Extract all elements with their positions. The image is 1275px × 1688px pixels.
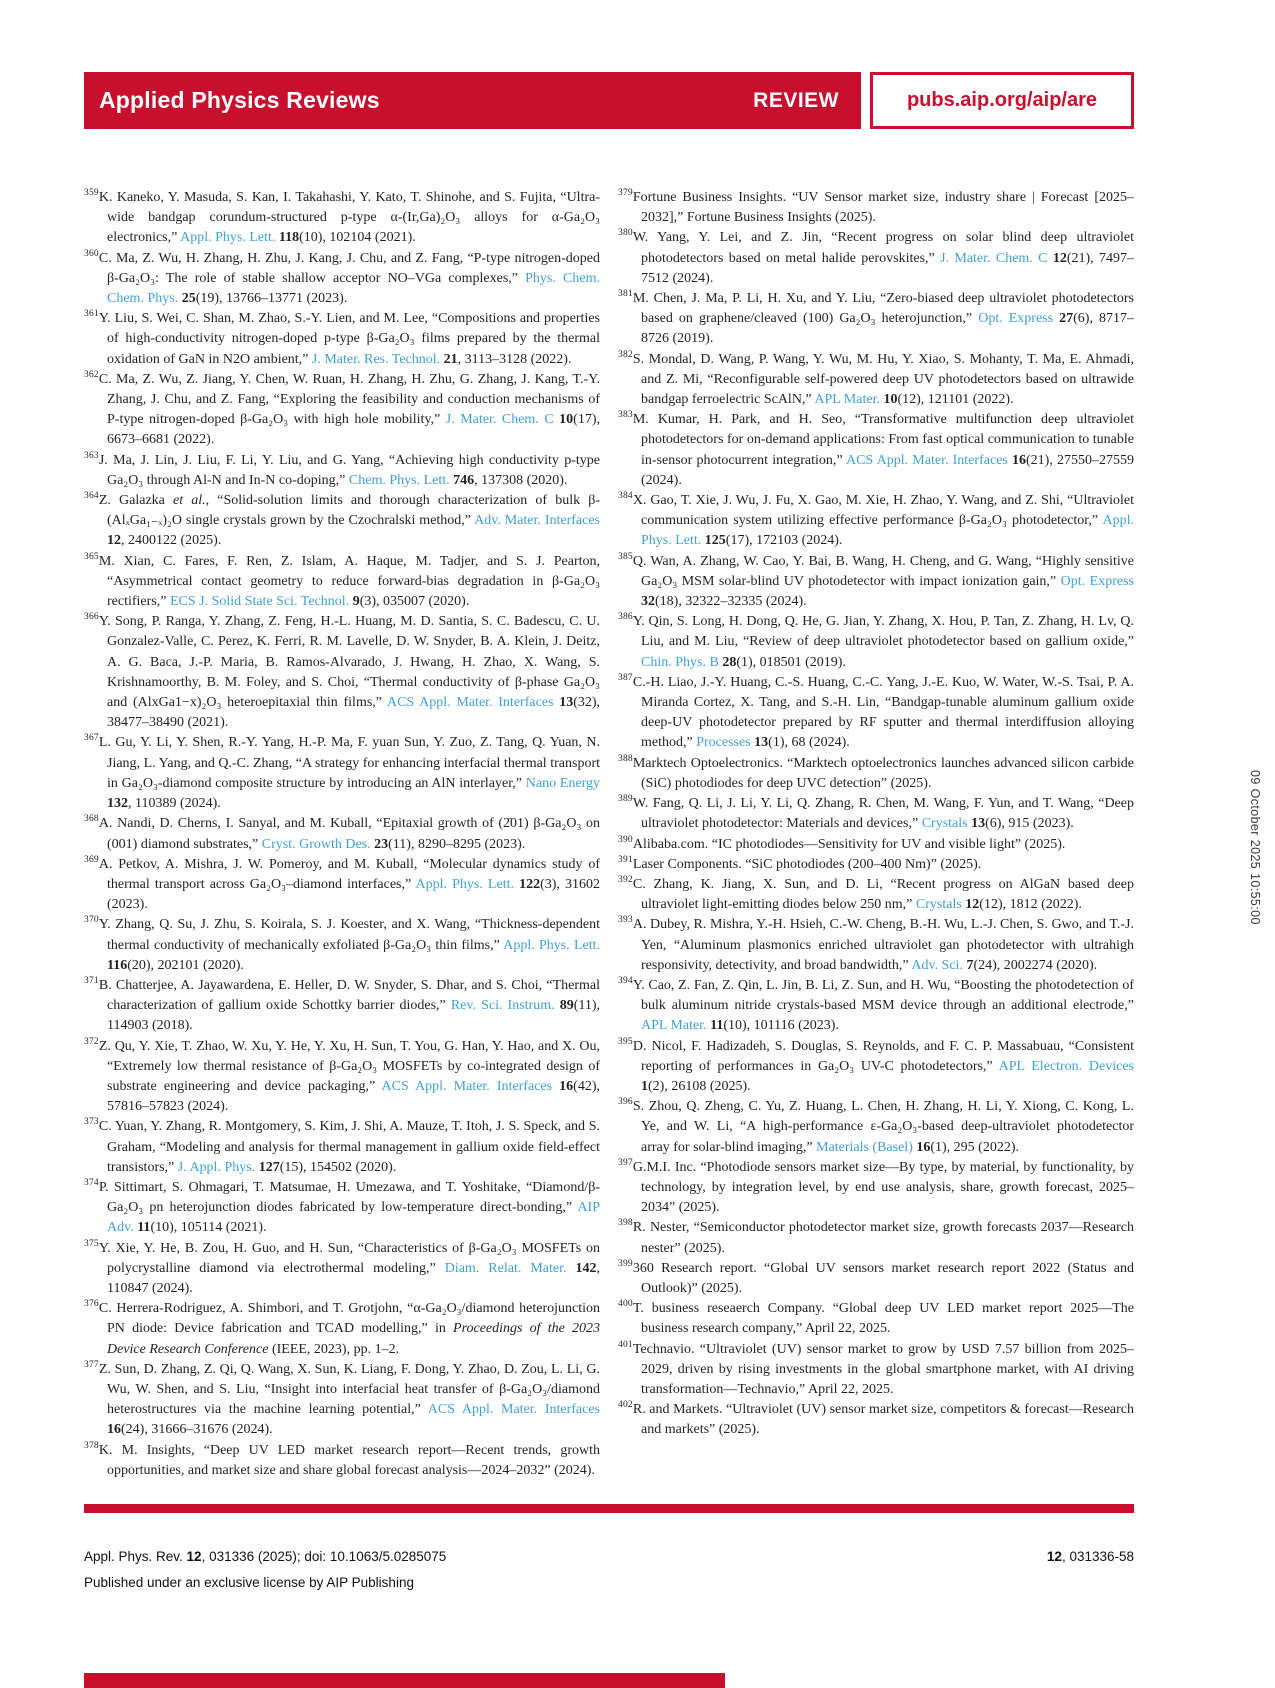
reference-text: 746 bbox=[453, 472, 475, 488]
reference-number: 396 bbox=[618, 1097, 633, 1108]
reference-item bbox=[84, 188, 600, 249]
reference-text: , 137308 (2020). bbox=[474, 472, 568, 488]
reference-text: 23 bbox=[374, 836, 389, 852]
reference-text: R. Nester, “Semiconductor photodetector market size, growth forecasts 2037—Research nester” (2025). bbox=[632, 1220, 1134, 1256]
journal-link[interactable]: Diam. Relat. Mater. bbox=[444, 1260, 567, 1276]
reference-text: 1 bbox=[641, 1078, 648, 1094]
reference-text: (2), 26108 (2025). bbox=[648, 1078, 751, 1094]
reference-text: (24), 31666–31676 (2024). bbox=[121, 1422, 273, 1438]
reference-text: 16 bbox=[107, 1422, 121, 1438]
journal-link[interactable]: Chin. Phys. B bbox=[641, 654, 719, 670]
reference-number: 365 bbox=[84, 551, 99, 562]
download-timestamp-watermark: 09 October 2025 10:55:00 bbox=[1248, 770, 1262, 925]
reference-text: 27 bbox=[1059, 311, 1074, 327]
reference-text: (10), 102104 (2021). bbox=[299, 230, 416, 246]
reference-text: C. Ma, Z. Wu, H. Zhang, H. Zhu, J. Kang, J. Chu, and Z. Fang, “P-type nitrogen-doped β-Ga₂O₃: The role of stable shallow acceptor NO–VGa complexes,” bbox=[98, 250, 600, 286]
reference-text: (1), 68 (2024). bbox=[768, 735, 850, 751]
reference-text: , 2400122 (2025). bbox=[121, 533, 222, 549]
journal-link[interactable]: Adv. Mater. Interfaces bbox=[474, 513, 600, 529]
reference-text: K. M. Insights, “Deep UV LED market research report—Recent trends, growth opportunities, and market size and share global forecast analysis—2024–2032” (2024). bbox=[98, 1442, 600, 1478]
reference-item bbox=[618, 350, 1134, 411]
reference-item bbox=[84, 915, 600, 976]
reference-text: (6), 915 (2023). bbox=[985, 816, 1074, 832]
reference-number: 398 bbox=[618, 1218, 633, 1229]
journal-link[interactable]: Crystals bbox=[921, 816, 968, 832]
journal-link[interactable]: Rev. Sci. Instrum. bbox=[450, 998, 555, 1014]
reference-text: (17), 6673–6681 (2022). bbox=[107, 412, 600, 448]
footer-license: Published under an exclusive license by AIP Publishing bbox=[84, 1575, 414, 1590]
journal-link[interactable]: Processes bbox=[696, 735, 751, 751]
journal-link[interactable]: Phys. Chem. Chem. Phys. bbox=[107, 270, 600, 307]
reference-item bbox=[618, 410, 1134, 491]
reference-text: Marktech Optoelectronics. “Marktech optoelectronics launches advanced silicon carbide (SiC) photodiodes for deep UVC detection” (2025). bbox=[632, 755, 1134, 791]
reference-text: Alibaba.com. “IC photodiodes—Sensitivity for UV and visible light” (2025). bbox=[632, 836, 1066, 852]
reference-item bbox=[84, 370, 600, 451]
reference-text: B. Chatterjee, A. Jayawardena, E. Heller, D. W. Snyder, S. Dhar, and S. Choi, “Thermal characterization of gallium oxide Schottky barrier diodes,” bbox=[98, 977, 600, 1014]
journal-link[interactable]: Materials (Basel) bbox=[816, 1139, 913, 1155]
journal-title: Applied Physics Reviews bbox=[99, 87, 380, 113]
reference-text: (32), 38477–38490 (2021). bbox=[107, 695, 601, 731]
journal-link[interactable]: Adv. Sci. bbox=[911, 957, 963, 973]
journal-link[interactable]: J. Appl. Phys. bbox=[177, 1159, 256, 1175]
reference-text: M. Kumar, H. Park, and H. Seo, “Transformative multifunction deep ultraviolet photodetectors for on-demand applications: From fast optical communication to tunable in-sensor photocurrent integration,” bbox=[632, 412, 1134, 468]
reference-item bbox=[84, 1360, 600, 1441]
reference-item bbox=[618, 835, 1134, 855]
references-section bbox=[84, 188, 1134, 1504]
reference-number: 400 bbox=[618, 1299, 633, 1310]
reference-text bbox=[567, 1261, 576, 1276]
reference-text: A. Petkov, A. Mishra, J. W. Pomeroy, and M. Kuball, “Molecular dynamics study of thermal transport across Ga₂O₃–diamond interfaces,” bbox=[98, 856, 600, 892]
reference-text: (11), 8290–8295 (2023). bbox=[388, 836, 526, 852]
reference-text: M. Xian, C. Fares, F. Ren, Z. Islam, A. Haque, M. Tadjer, and S. J. Pearton, “Asymmetrical contact geometry to reduce forward-bias degradation in β-Ga₂O₃ rectifiers,” bbox=[98, 553, 600, 610]
reference-text: T. business reseaerch Company. “Global deep UV LED market report 2025—The business research company,” April 22, 2025. bbox=[632, 1301, 1134, 1337]
reference-item bbox=[84, 1178, 600, 1239]
reference-text: 7 bbox=[966, 957, 974, 973]
reference-item bbox=[84, 552, 600, 613]
reference-number: 395 bbox=[618, 1036, 633, 1047]
journal-link[interactable]: Opt. Express bbox=[1060, 573, 1134, 589]
reference-text: 25 bbox=[181, 291, 196, 307]
journal-link[interactable]: ACS Appl. Mater. Interfaces bbox=[427, 1402, 601, 1418]
reference-number: 362 bbox=[84, 369, 99, 380]
page-header bbox=[84, 72, 1134, 129]
reference-text: J. Ma, J. Lin, J. Liu, F. Li, Y. Liu, and G. Yang, “Achieving high conductivity p-type Ga₂O₃ through Al-N and In-N co-doping,” bbox=[98, 452, 600, 488]
page-content bbox=[84, 72, 1134, 1590]
reference-number: 376 bbox=[84, 1299, 99, 1310]
reference-number: 377 bbox=[84, 1359, 99, 1370]
journal-link[interactable]: J. Mater. Res. Technol. bbox=[311, 351, 441, 367]
reference-text: 89 bbox=[559, 998, 574, 1014]
journal-link[interactable]: Appl. Phys. Lett. bbox=[641, 513, 1134, 549]
reference-text: 360 Research report. “Global UV sensors market research report 2022 (Status and Outlook)” (2025). bbox=[632, 1260, 1134, 1296]
journal-link[interactable]: J. Mater. Chem. C bbox=[940, 250, 1048, 266]
reference-text: C. Ma, Z. Wu, Z. Jiang, Y. Chen, W. Ruan, H. Zhang, H. Zhu, G. Zhang, J. Kang, T.-Y. Zhang, J. Chu, and Z. Fang, “Exploring the feasibility and conduction mechanisms of P-type nitrogen-doped β-Ga₂O₃ with high hole mobility,” bbox=[98, 371, 600, 428]
reference-text: (18), 32322–32335 (2024). bbox=[655, 594, 807, 610]
footer-page-number: 12, 031336-58 bbox=[1046, 1549, 1134, 1564]
reference-text: Proceedings of the 2023 Device Research Conference bbox=[107, 1321, 600, 1357]
reference-number: 393 bbox=[618, 915, 633, 926]
reference-text: Y. Zhang, Q. Su, J. Zhu, S. Koirala, S. J. Koester, and X. Wang, “Thickness-dependent thermal conductivity of mechanically exfoliated β-Ga₂O₃ thin films,” bbox=[98, 917, 600, 953]
reference-number: 361 bbox=[84, 309, 99, 320]
reference-text: S. Mondal, D. Wang, P. Wang, Y. Wu, M. Hu, Y. Xiao, S. Mohanty, T. Ma, E. Ahmadi, and Z. Mi, “Reconfigurable self-powered deep UV photodetectors based on ultrawide bandgap ferroelectric ScAlN,” bbox=[632, 351, 1134, 408]
reference-text: Z. Qu, Y. Xie, T. Zhao, W. Xu, Y. He, Y. Xu, H. Sun, T. You, G. Han, Y. Hao, and X. Ou, “Extremely low thermal resistance of β-Ga₂O₃ MOSFETs by co-integrated design of substrate engineering and device packaging,” bbox=[98, 1038, 600, 1094]
reference-text: Y. Xie, Y. He, B. Zou, H. Guo, and H. Sun, “Characteristics of β-Ga₂O₃ MOSFETs on polycrystalline diamond via electrothermal modeling,” bbox=[98, 1240, 600, 1276]
reference-text: 11 bbox=[137, 1220, 151, 1236]
reference-number: 401 bbox=[618, 1339, 633, 1350]
reference-item bbox=[618, 228, 1134, 289]
reference-text: 132 bbox=[107, 796, 128, 812]
reference-number: 359 bbox=[84, 188, 99, 198]
journal-link[interactable]: APL Electron. Devices bbox=[998, 1058, 1134, 1074]
reference-number: 392 bbox=[618, 874, 633, 885]
references-column-left bbox=[84, 188, 600, 1504]
reference-text: (15), 154502 (2020). bbox=[279, 1159, 397, 1175]
reference-text: X. Gao, T. Xie, J. Wu, J. Fu, X. Gao, M. Xie, H. Zhao, Y. Wang, and Z. Shi, “Ultraviolet communication system utilizing effective performance β-Ga₂O₃ photodetector,” bbox=[632, 493, 1134, 529]
reference-number: 394 bbox=[618, 975, 633, 986]
reference-text: (21), 7497–7512 (2024). bbox=[641, 250, 1134, 286]
reference-text: Y. Cao, Z. Fan, Z. Qin, L. Jin, B. Li, Z. Sun, and H. Wu, “Boosting the photodetection of bulk aluminum nitride crystals-based MSM device through an additional electrode,” bbox=[632, 977, 1134, 1014]
reference-item bbox=[84, 814, 600, 854]
reference-text: 16 bbox=[916, 1139, 931, 1155]
reference-item bbox=[618, 552, 1134, 613]
reference-number: 371 bbox=[84, 975, 99, 986]
reference-text: (42), 57816–57823 (2024). bbox=[107, 1078, 600, 1115]
reference-text: (20), 202101 (2020). bbox=[127, 957, 244, 973]
reference-item bbox=[84, 451, 600, 491]
journal-link[interactable]: Appl. Phys. Lett. bbox=[503, 937, 600, 953]
reference-text: , 110847 (2024). bbox=[107, 1260, 600, 1296]
reference-item bbox=[84, 1037, 600, 1118]
reference-text: 16 bbox=[1012, 452, 1027, 468]
journal-link[interactable]: APL Mater. bbox=[641, 1018, 707, 1034]
reference-item bbox=[84, 1441, 600, 1481]
journal-url-link[interactable]: pubs.aip.org/aip/are bbox=[906, 89, 1098, 111]
reference-number: 370 bbox=[84, 915, 99, 926]
reference-text: 21 bbox=[443, 351, 458, 367]
reference-text: (3), 31602 (2023). bbox=[107, 876, 600, 913]
reference-item bbox=[84, 1299, 600, 1360]
reference-text: et al. bbox=[173, 493, 206, 509]
reference-item bbox=[618, 794, 1134, 834]
reference-item bbox=[618, 1158, 1134, 1219]
reference-number: 383 bbox=[618, 410, 633, 421]
reference-number: 399 bbox=[618, 1258, 633, 1269]
reference-text: 118 bbox=[278, 230, 300, 246]
reference-number: 360 bbox=[84, 248, 99, 259]
reference-item bbox=[618, 1259, 1134, 1299]
reference-text: Laser Components. “SiC photodiodes (200–400 Nm)” (2025). bbox=[632, 856, 982, 872]
reference-text: , 3113–3128 (2022). bbox=[457, 351, 572, 367]
footer-divider-bar bbox=[84, 1504, 1134, 1513]
reference-number: 363 bbox=[84, 450, 99, 461]
reference-text: 13 bbox=[971, 816, 986, 832]
reference-text: 13 bbox=[559, 695, 574, 711]
journal-link[interactable]: APL Mater. bbox=[814, 392, 880, 408]
reference-number: 389 bbox=[618, 794, 633, 805]
reference-text: (17), 172103 (2024). bbox=[725, 533, 843, 549]
reference-number: 380 bbox=[618, 228, 633, 239]
reference-number: 381 bbox=[618, 289, 633, 300]
reference-number: 386 bbox=[618, 612, 633, 623]
reference-item bbox=[618, 188, 1134, 228]
reference-text: M. Chen, J. Ma, P. Li, H. Xu, and Y. Liu, “Zero-biased deep ultraviolet photodetectors based on graphene/cleaved (100) Ga₂O₃ heterojunction,” bbox=[632, 291, 1134, 327]
reference-text: 127 bbox=[258, 1159, 280, 1175]
reference-text: P. Sittimart, S. Ohmagari, T. Matsumae, H. Umezawa, and T. Yoshitake, “Diamond/β-Ga₂O₃ pn heterojunction diodes fabricated by low-temperature direct-bonding,” bbox=[98, 1179, 600, 1216]
journal-link[interactable]: Nano Energy bbox=[525, 775, 600, 791]
reference-number: 388 bbox=[618, 753, 633, 764]
reference-item bbox=[618, 1299, 1134, 1339]
reference-text: L. Gu, Y. Li, Y. Shen, R.-Y. Yang, H.-P. Ma, F. yuan Sun, Y. Zuo, Z. Tang, Q. Yuan, N. Jiang, L. Yang, and Q.-C. Zhang, “A strategy for enhancing interfacial thermal transport in Ga₂O₃-diamond composite structure by introducing an AlN interlayer,” bbox=[98, 735, 600, 791]
reference-text: A. Dubey, R. Mishra, Y.-H. Hsieh, C.-W. Cheng, B.-H. Wu, L.-J. Chen, S. Gwo, and T.-J. Yen, “Aluminum plasmonics enriched ultraviolet gan photodetector with ultrahigh responsivity, detectivity, and broad bandwidth,” bbox=[632, 917, 1134, 973]
reference-number: 378 bbox=[84, 1440, 99, 1451]
reference-text: (1), 295 (2022). bbox=[930, 1139, 1020, 1155]
reference-text: 11 bbox=[710, 1018, 724, 1034]
reference-number: 384 bbox=[618, 491, 633, 502]
reference-text: R. and Markets. “Ultraviolet (UV) sensor market size, competitors & forecast—Research and markets” (2025). bbox=[632, 1402, 1134, 1438]
reference-text: (12), 121101 (2022). bbox=[897, 392, 1014, 408]
journal-link[interactable]: ACS Appl. Mater. Interfaces bbox=[845, 452, 1008, 468]
journal-link[interactable]: Appl. Phys. Lett. bbox=[415, 876, 514, 892]
reference-item bbox=[618, 1037, 1134, 1098]
reference-item bbox=[618, 491, 1134, 552]
reference-text: 10 bbox=[559, 412, 574, 428]
reference-item bbox=[84, 309, 600, 370]
reference-text: G.M.I. Inc. “Photodiode sensors market size—By type, by material, by functionality, by technology, by integration level, by end use analysis, share, growth forecast, 2025–2034” (2025). bbox=[632, 1159, 1134, 1216]
reference-text: 142 bbox=[575, 1260, 597, 1276]
reference-text: Z. Galazka bbox=[98, 493, 173, 509]
footer-page-volume: 12 bbox=[1046, 1549, 1062, 1564]
reference-number: 391 bbox=[618, 854, 633, 865]
journal-link[interactable]: ECS J. Solid State Sci. Technol. bbox=[169, 594, 350, 610]
reference-text: K. Kaneko, Y. Masuda, S. Kan, I. Takahashi, Y. Kato, T. Shinohe, and S. Fujita, “Ultra-wide bandgap corundum-structured p-type α-(Ir,Ga)₂O₃ alloys for α-Ga₂O₃ electronics,” bbox=[98, 190, 600, 246]
reference-text: (IEEE, 2023), pp. 1–2. bbox=[268, 1341, 400, 1357]
reference-number: 379 bbox=[618, 188, 633, 198]
reference-text: (10), 105114 (2021). bbox=[150, 1220, 267, 1236]
reference-text: Y. Qin, S. Long, H. Dong, Q. He, G. Jian, Y. Zhang, X. Hou, P. Tan, Z. Zhang, H. Lv, Q. Liu, and M. Liu, “Review of deep ultraviolet photodetector based on gallium oxide,” bbox=[632, 614, 1134, 650]
reference-number: 385 bbox=[618, 551, 633, 562]
reference-text: (21), 27550–27559 (2024). bbox=[641, 452, 1134, 488]
reference-item bbox=[84, 1239, 600, 1300]
reference-number: 375 bbox=[84, 1238, 99, 1249]
reference-text: 10 bbox=[883, 392, 898, 408]
reference-number: 382 bbox=[618, 349, 633, 360]
reference-text: Y. Song, P. Ranga, Y. Zhang, Z. Feng, H.-L. Huang, M. D. Santia, S. C. Badescu, C. U. Gonzalez-Valle, C. Perez, K. Ferri, R. M. Lavelle, D. W. Snyder, B. A. Klein, J. Deitz, A. G. Baca, J.-P. Maria, B. Ramos-Alvarado, J. Hwang, H. Zhao, X. Wang, S. Krishnamoorthy, B. M. Foley, and S. Choi, “Thermal conductivity of β-phase Ga₂O₃ and (AlxGa1−x)₂O₃ heteroepitaxial thin films,” bbox=[98, 614, 600, 711]
reference-item bbox=[618, 855, 1134, 875]
reference-item bbox=[618, 875, 1134, 915]
reference-item bbox=[84, 855, 600, 916]
reference-text: S. Zhou, Q. Zheng, C. Yu, Z. Huang, L. Chen, H. Zhang, H. Li, Y. Xiong, C. Kong, L. Ye, and W. Li, “A high-performance ε-Ga₂O₃-based deep-ultraviolet photodetector array for solar-blind imaging,” bbox=[632, 1099, 1134, 1155]
reference-item bbox=[618, 754, 1134, 794]
reference-text: 13 bbox=[754, 735, 769, 751]
reference-text: (10), 101116 (2023). bbox=[723, 1018, 839, 1034]
reference-text: W. Yang, Y. Lei, and Z. Jin, “Recent progress on solar blind deep ultraviolet photodetectors based on metal halide perovskites,” bbox=[632, 230, 1134, 266]
reference-number: 367 bbox=[84, 733, 99, 744]
reference-item bbox=[84, 249, 600, 310]
reference-item bbox=[618, 673, 1134, 754]
reference-text: 12 bbox=[965, 897, 980, 913]
journal-link[interactable]: Appl. Phys. Lett. bbox=[180, 230, 276, 246]
reference-item bbox=[618, 1097, 1134, 1158]
reference-number: 387 bbox=[618, 672, 633, 683]
reference-item bbox=[618, 1400, 1134, 1440]
references-column-right bbox=[618, 188, 1134, 1504]
reference-item bbox=[84, 491, 600, 552]
reference-text: C. Zhang, K. Jiang, X. Sun, and D. Li, “Recent progress on AlGaN based deep ultraviolet light-emitting diodes below 250 nm,” bbox=[632, 876, 1134, 913]
journal-link[interactable]: ACS Appl. Mater. Interfaces bbox=[386, 695, 554, 711]
journal-banner bbox=[84, 72, 861, 129]
reference-number: 366 bbox=[84, 612, 99, 623]
reference-number: 397 bbox=[618, 1157, 633, 1168]
reference-text: 28 bbox=[722, 654, 737, 670]
reference-number: 402 bbox=[618, 1400, 633, 1411]
reference-text: (6), 8717–8726 (2019). bbox=[641, 311, 1134, 347]
reference-text: 12 bbox=[1052, 250, 1067, 266]
reference-text: Q. Wan, A. Zhang, W. Cao, Y. Bai, B. Wang, H. Cheng, and G. Wang, “Highly sensitive Ga₂O₃ MSM solar-blind UV photodetector with impact ionization gain,” bbox=[632, 553, 1134, 589]
reference-text: Y. Liu, S. Wei, C. Shan, M. Zhao, S.-Y. Lien, and M. Lee, “Compositions and properties of high-conductivity nitrogen-doped p-type β-Ga₂O₃ films prepared by the thermal oxidation of GaN in N2O ambient,” bbox=[98, 311, 600, 367]
reference-text: , 110389 (2024). bbox=[128, 796, 221, 812]
reference-number: 373 bbox=[84, 1117, 99, 1128]
journal-link[interactable]: J. Mater. Chem. C bbox=[445, 412, 554, 428]
reference-text: (24), 2002274 (2020). bbox=[973, 957, 1098, 973]
reference-number: 369 bbox=[84, 854, 99, 865]
reference-text: Fortune Business Insights. “UV Sensor market size, industry share | Forecast [2025–2032],” Fortune Business Insights (2025). bbox=[632, 190, 1134, 226]
reference-item bbox=[618, 976, 1134, 1037]
reference-item bbox=[84, 612, 600, 733]
journal-link[interactable]: AIP Adv. bbox=[107, 1200, 600, 1236]
reference-item bbox=[618, 915, 1134, 976]
reference-number: 368 bbox=[84, 814, 99, 825]
reference-item bbox=[84, 1117, 600, 1178]
journal-link[interactable]: Chem. Phys. Lett. bbox=[348, 472, 450, 488]
reference-text: Z. Sun, D. Zhang, Z. Qi, Q. Wang, X. Sun, K. Liang, F. Dong, Y. Zhao, D. Zou, L. Li, G. Wu, W. Shen, and S. Liu, “Insight into interfacial heat transfer of β-Ga₂O₃/diamond heterostructures via the machine learning potential,” bbox=[98, 1361, 600, 1418]
footer-citation-volume: 12 bbox=[186, 1549, 202, 1564]
reference-text: C. Yuan, Y. Zhang, R. Montgomery, S. Kim, J. Shi, A. Mauze, T. Itoh, J. S. Speck, and S. Graham, “Modeling and analysis for thermal management in gallium oxide field-effect transistors,” bbox=[98, 1119, 600, 1175]
reference-text: (19), 13766–13771 (2023). bbox=[195, 291, 348, 307]
reference-text: 122 bbox=[519, 876, 541, 892]
reference-text: 9 bbox=[352, 594, 360, 610]
reference-text: D. Nicol, F. Hadizadeh, S. Douglas, S. Reynolds, and F. C. P. Massabuau, “Consistent reporting of performances in Ga₂O₃ UV-C photodetectors,” bbox=[632, 1038, 1134, 1074]
reference-number: 364 bbox=[84, 491, 99, 502]
journal-link[interactable]: ACS Appl. Mater. Interfaces bbox=[381, 1078, 553, 1094]
reference-item bbox=[618, 1218, 1134, 1258]
reference-text: (3), 035007 (2020). bbox=[359, 594, 470, 610]
journal-link[interactable]: Crystals bbox=[915, 897, 962, 913]
article-type-label: REVIEW bbox=[753, 88, 839, 112]
reference-number: 390 bbox=[618, 834, 633, 845]
reference-text: 32 bbox=[641, 594, 655, 610]
reference-item bbox=[618, 289, 1134, 350]
journal-url-box bbox=[870, 72, 1134, 129]
reference-text: W. Fang, Q. Li, J. Li, Y. Li, Q. Zhang, R. Chen, M. Wang, F. Yun, and T. Wang, “Deep ultraviolet photodetector: Materials and devices,” bbox=[632, 796, 1134, 832]
journal-link[interactable]: Cryst. Growth Des. bbox=[261, 836, 371, 852]
footer-citation-row bbox=[84, 1549, 1134, 1564]
reference-text: A. Nandi, D. Cherns, I. Sanyal, and M. Kuball, “Epitaxial growth of (2̄01) β-Ga₂O₃ on (001) diamond substrates,” bbox=[98, 816, 600, 852]
footer-citation: Appl. Phys. Rev. 12, 031336 (2025); doi: 10.1063/5.0285075 bbox=[84, 1549, 447, 1564]
journal-link[interactable]: Opt. Express bbox=[978, 311, 1054, 327]
reference-text: , “Solid-solution limits and thorough characterization of bulk β-(AlₓGa₁₋ₓ)₂O single crystals grown by the Czochralski method,” bbox=[107, 493, 600, 529]
reference-text: 116 bbox=[107, 957, 128, 973]
reference-text: (11), 114903 (2018). bbox=[107, 998, 600, 1034]
reference-text: C. Herrera-Rodriguez, A. Shimbori, and T. Grotjohn, “α-Ga₂O₃/diamond heterojunction PN diode: Device fabrication and TCAD modelling,” in bbox=[98, 1301, 600, 1337]
reference-item bbox=[618, 612, 1134, 673]
reference-text: (1), 018501 (2019). bbox=[736, 654, 846, 670]
reference-item bbox=[618, 1340, 1134, 1401]
reference-text: 125 bbox=[704, 533, 726, 549]
reference-number: 374 bbox=[84, 1177, 99, 1188]
reference-text: Technavio. “Ultraviolet (UV) sensor market to grow by USD 7.57 billion from 2025–2029, driven by rising investments in the global smartphone market, with AI driving transformation—Technavio,” April 22, 2025. bbox=[632, 1341, 1134, 1397]
reference-item bbox=[84, 733, 600, 814]
reference-text: 16 bbox=[559, 1078, 574, 1094]
reference-text: 12 bbox=[107, 533, 121, 549]
reference-text: C.-H. Liao, J.-Y. Huang, C.-S. Huang, C.-C. Yang, J.-E. Kuo, W. Water, W.-S. Tsai, P. A. Miranda Cortez, X. Tang, and S.-H. Lin, “Bandgap-tunable aluminum gallium oxide deep-UV photodetector prepared by RF sputter and thermal interdiffusion alloying method,” bbox=[632, 674, 1134, 751]
reference-text: (12), 1812 (2022). bbox=[979, 897, 1082, 913]
bottom-page-edge-bar bbox=[84, 1673, 725, 1688]
reference-number: 372 bbox=[84, 1036, 99, 1047]
reference-item bbox=[84, 976, 600, 1037]
